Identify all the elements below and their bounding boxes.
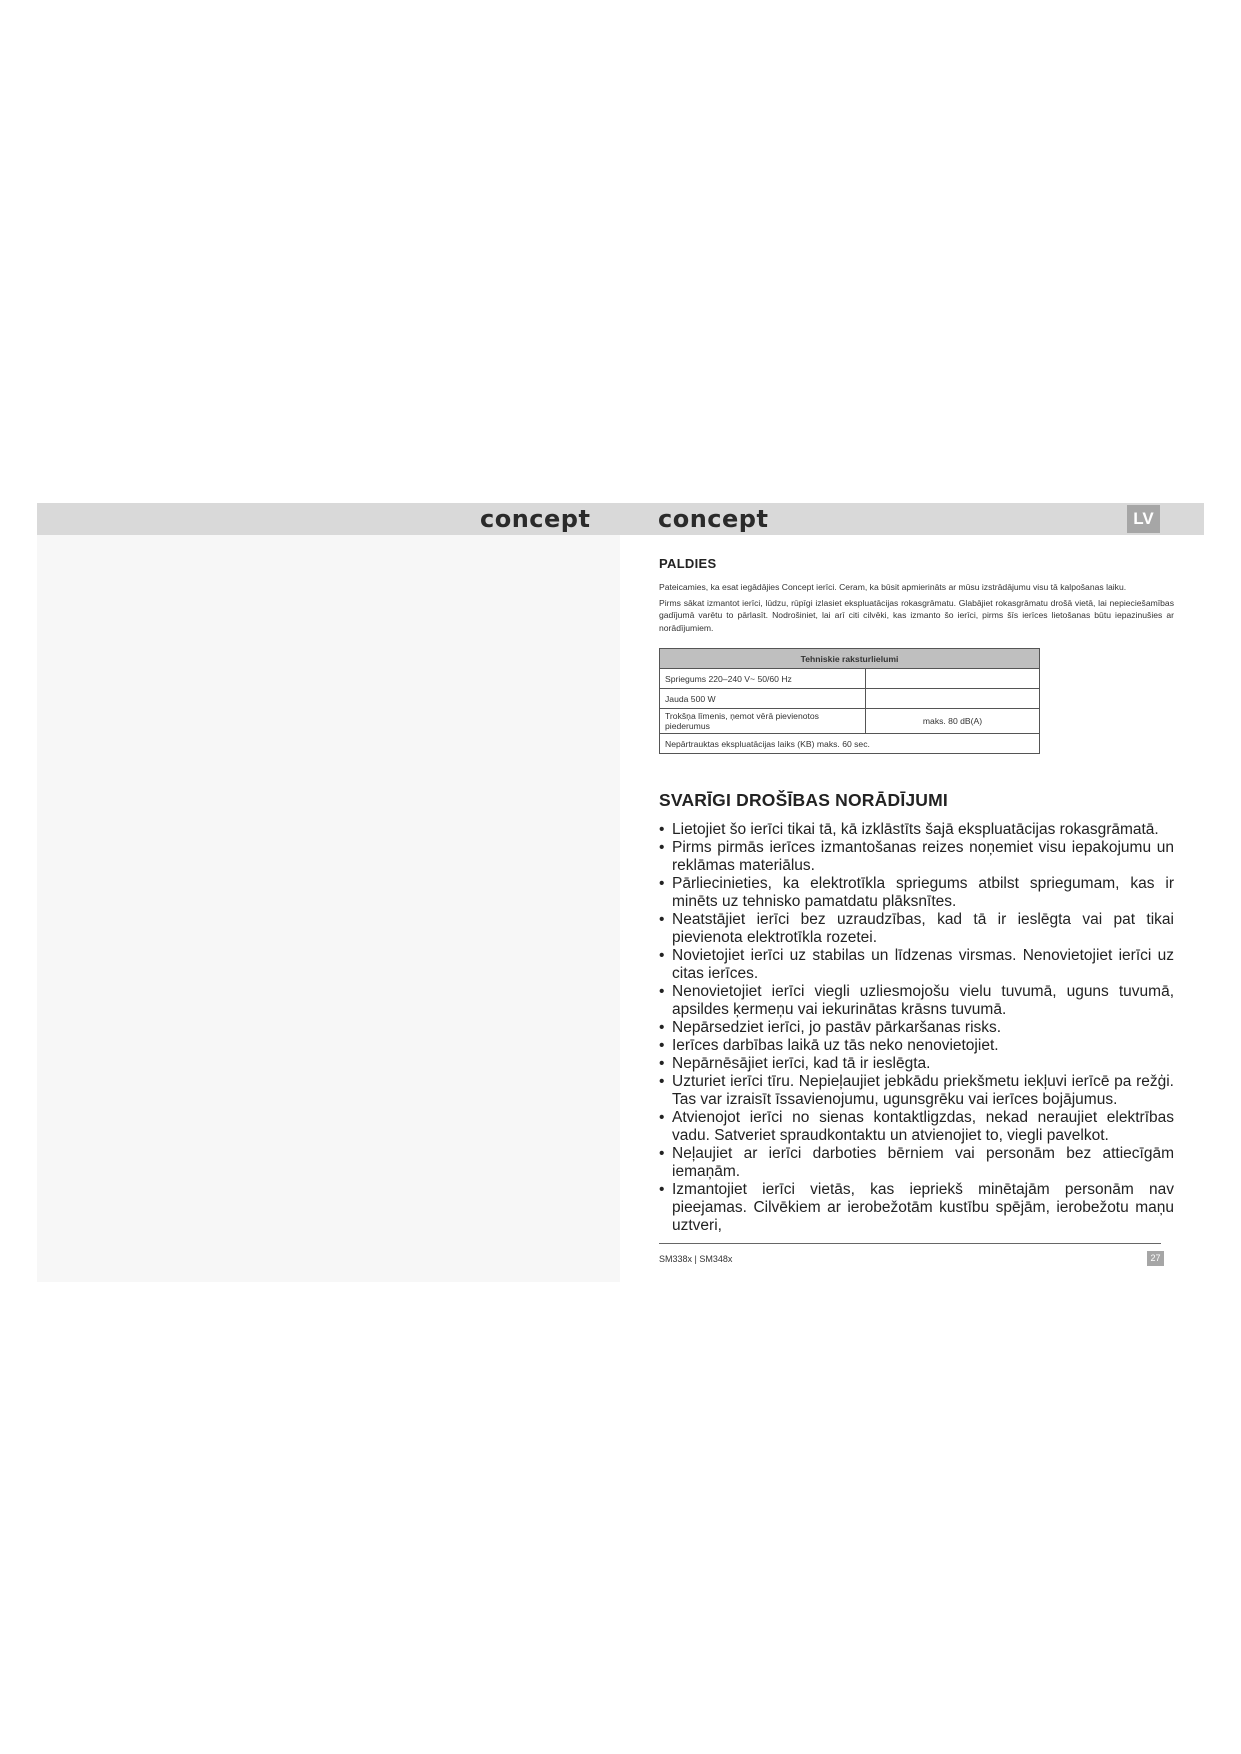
spec-value	[866, 669, 1040, 689]
list-item: • Nepārnēsājiet ierīci, kad tā ir ieslēgta.	[659, 1055, 1174, 1073]
list-item: • Uzturiet ierīci tīru. Nepieļaujiet jebkādu priekšmetu iekļuvi ierīcē pa režģi. Tas var izraisīt īssavienojumu, ugunsgrēku vai ierīces bojājumus.	[659, 1073, 1174, 1109]
table-row	[660, 734, 1040, 754]
header-bar	[37, 503, 1204, 535]
list-item: • Atvienojot ierīci no sienas kontaktligzdas, nekad neraujiet elektrības vadu. Satveriet spraudkontaktu un atvienojiet to, viegli pavelkot.	[659, 1109, 1174, 1145]
brand-logo-right: concept	[658, 505, 769, 533]
table-row	[660, 689, 1040, 709]
list-item: • Ierīces darbības laikā uz tās neko nenovietojiet.	[659, 1037, 1174, 1055]
thanks-paragraph: Pirms sākat izmantot ierīci, lūdzu, rūpīgi izlasiet ekspluatācijas rokasgrāmatu. Glabājiet rokasgrāmatu drošā vietā, lai nepieciešamības gadījumā varētu to pārlasīt. Nodrošiniet, lai arī citi cilvēki, kas izmanto šo ierīci, pirms šīs ierīces lietošanas būtu iepazinušies ar norādījumiem.	[659, 597, 1174, 633]
list-item: • Pārliecinieties, ka elektrotīkla spriegums atbilst spriegumam, kas ir minēts uz tehnisko pamatdatu plāksnītes.	[659, 875, 1174, 911]
thanks-heading: PALDIES	[659, 556, 717, 571]
list-item: • Nenovietojiet ierīci viegli uzliesmojošu vielu tuvumā, uguns tuvumā, apsildes ķermeņu vai iekurinātas krāsns tuvumā.	[659, 983, 1174, 1019]
language-badge: LV	[1127, 505, 1160, 533]
spec-label: Spriegums 220–240 V~ 50/60 Hz	[660, 669, 866, 689]
safety-list	[659, 821, 1174, 1235]
specs-table-title: Tehniskie raksturlielumi	[660, 649, 1040, 669]
footer-model-number: SM338x | SM348x	[659, 1254, 733, 1264]
table-row	[660, 669, 1040, 689]
brand-logo-left: concept	[480, 505, 591, 533]
safety-heading: SVARĪGI DROŠĪBAS NORĀDĪJUMI	[659, 790, 948, 810]
page-number: 27	[1147, 1251, 1164, 1266]
thanks-paragraph: Pateicamies, ka esat iegādājies Concept ierīci. Ceram, ka būsit apmierināts ar mūsu izstrādājumu visu tā kalpošanas laiku.	[659, 582, 1127, 592]
list-item: • Neatstājiet ierīci bez uzraudzības, kad tā ir ieslēgta vai pat tikai pievienota elektrotīkla rozetei.	[659, 911, 1174, 947]
spec-label: Jauda 500 W	[660, 689, 866, 709]
list-item: • Neļaujiet ar ierīci darboties bērniem vai personām bez attiecīgām iemaņām.	[659, 1145, 1174, 1181]
list-item: • Pirms pirmās ierīces izmantošanas reizes noņemiet visu iepakojumu un reklāmas materiālus.	[659, 839, 1174, 875]
spec-label: Nepārtrauktas ekspluatācijas laiks (KB) maks. 60 sec.	[660, 734, 1040, 754]
spec-label: Trokšņa līmenis, ņemot vērā pievienotos piederumus	[660, 709, 866, 734]
spec-value: maks. 80 dB(A)	[866, 709, 1040, 734]
table-row	[660, 709, 1040, 734]
page-content	[659, 556, 1174, 1235]
footer-divider	[659, 1243, 1161, 1244]
list-item: • Novietojiet ierīci uz stabilas un līdzenas virsmas. Nenovietojiet ierīci uz citas ierīces.	[659, 947, 1174, 983]
specs-table	[659, 648, 1040, 754]
list-item: • Nepārsedziet ierīci, jo pastāv pārkaršanas risks.	[659, 1019, 1174, 1037]
list-item: • Lietojiet šo ierīci tikai tā, kā izklāstīts šajā ekspluatācijas rokasgrāmatā.	[659, 821, 1174, 839]
list-item: • Izmantojiet ierīci vietās, kas iepriekš minētajām personām nav pieejamas. Cilvēkiem ar ierobežotām kustību spējām, ierobežotu maņu uztveri,	[659, 1181, 1174, 1235]
spec-value	[866, 689, 1040, 709]
